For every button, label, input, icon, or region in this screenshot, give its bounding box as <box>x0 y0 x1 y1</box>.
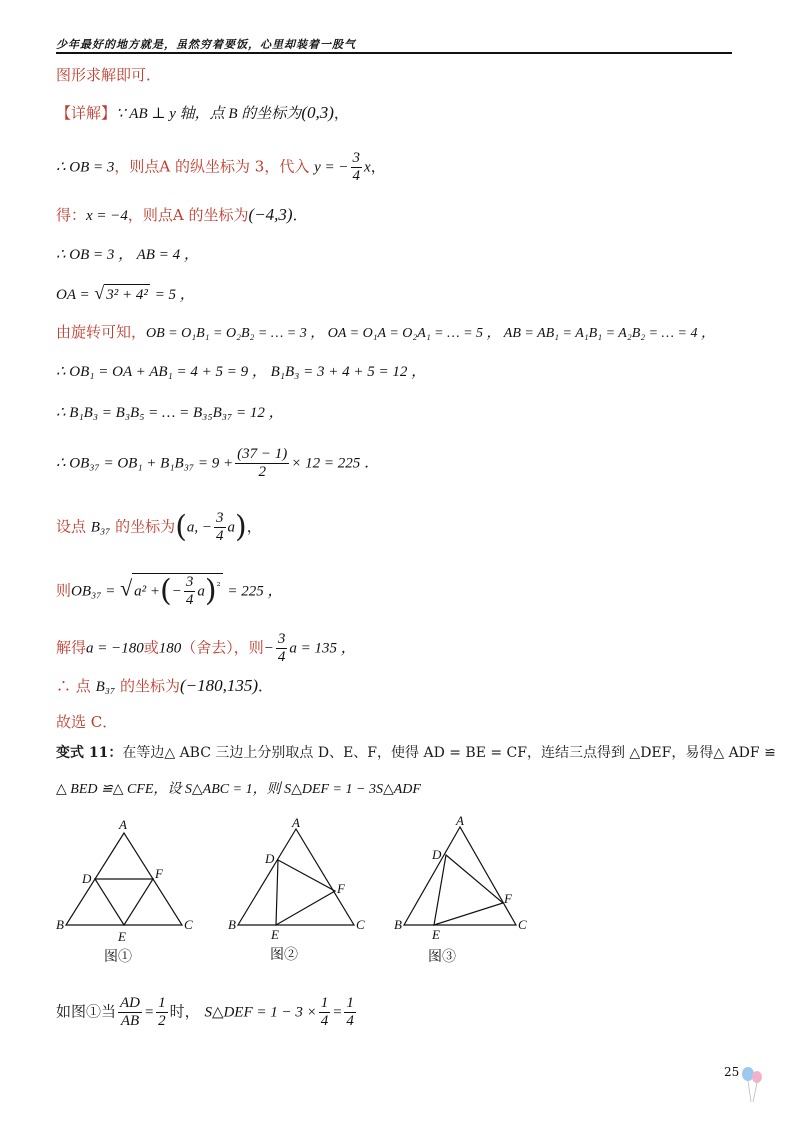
text-line-13 <box>56 631 356 666</box>
text-line-12 <box>56 573 283 609</box>
fig1-label-a: A <box>119 817 127 832</box>
line12-ob: OB₃₇ = <box>71 583 116 600</box>
frac-den: 4 <box>216 528 224 544</box>
frac-num: 1 <box>158 995 166 1011</box>
detail-tag: 【详解】 <box>56 104 117 122</box>
line4-text: ，则点A 的坐标为 <box>127 206 249 224</box>
frac-num: (37 − 1) <box>237 446 288 462</box>
line14-end: ． <box>258 677 274 695</box>
figure-2 <box>238 829 354 925</box>
fig1-label-e: E <box>118 929 126 944</box>
frac-den: 2 <box>158 1013 166 1029</box>
fig3-triangle-abc <box>404 827 516 925</box>
fraction-37 <box>235 446 289 481</box>
line13-a: a = −180 <box>86 640 144 657</box>
text-line-1: 图形求解即可． <box>56 66 162 84</box>
frac-den: 4 <box>346 1013 354 1029</box>
line13-180: 180 <box>158 640 182 657</box>
line4-math: x = −4 <box>86 208 128 224</box>
sqrt-sign: √ <box>94 283 105 303</box>
fraction-3-4 <box>276 631 288 666</box>
figure-3-labels <box>394 815 527 942</box>
text-line-5: ∴ OB = 3 ， AB = 4 ， <box>56 247 199 263</box>
line13-result: a = 135 ， <box>289 640 356 657</box>
text-line-11 <box>56 510 262 545</box>
fig3-label-d: D <box>432 847 442 862</box>
frac-den: AB <box>120 1013 140 1029</box>
right-paren: ) <box>235 509 247 545</box>
text-line-15: 故选 C． <box>56 713 118 731</box>
fig3-label-a: A <box>456 815 464 828</box>
fraction-1-4-result <box>344 995 356 1030</box>
line18-text: 如图①当 <box>56 1002 117 1021</box>
line3-x: x <box>364 159 371 176</box>
frac-num: 3 <box>352 150 361 166</box>
fig1-label-c: C <box>184 917 193 932</box>
figure-3 <box>404 827 516 925</box>
page-header: 少年最好的地方就是，虽然穷着要饭，心里却装着一股气 <box>56 38 356 51</box>
line3-comma: ， <box>370 157 386 176</box>
line6-result: = 5 ， <box>154 287 195 303</box>
line11-text2: 的坐标为 <box>115 517 176 536</box>
text-line-16 <box>56 743 776 763</box>
frac-den: 4 <box>277 649 286 665</box>
line10-result: × 12 = 225 ． <box>291 455 380 472</box>
fig1-label-d: D <box>82 871 92 886</box>
line11-point: B₃₇ <box>90 519 111 536</box>
balloon-icon <box>738 1064 768 1104</box>
line12-result: = 225 ， <box>227 583 283 600</box>
fig3-caption: 图③ <box>428 949 456 965</box>
right-paren: ) <box>204 573 217 609</box>
fig2-label-b: B <box>228 917 236 932</box>
line11-a2: a <box>227 519 236 536</box>
text-line-8: ∴ OB₁ = OA + AB₁ = 4 + 5 = 9 ， B₁B₃ = 3 + 4 + 5 = 12 ， <box>56 364 427 380</box>
line13-text: 解得 <box>56 638 87 657</box>
line12-text: 则 <box>56 581 72 600</box>
sqrt-sign-2: √ <box>120 575 133 601</box>
frac-num: 3 <box>277 631 286 647</box>
figures-svg <box>56 815 556 975</box>
line3-math: ∴ OB = 3 <box>56 159 115 176</box>
balloon-decoration <box>738 1064 768 1104</box>
line11-a: a, − <box>186 519 213 536</box>
line11-comma: ， <box>246 517 262 536</box>
left-paren: ( <box>175 509 187 545</box>
line12-a: a <box>197 583 205 600</box>
triangle-figures <box>56 815 556 975</box>
left-paren: ( <box>160 573 172 609</box>
fig2-caption: 图② <box>270 947 298 963</box>
line14-point: B₃₇ <box>95 679 116 695</box>
fig2-triangle-abc <box>238 829 354 925</box>
point-a-coord: (−4,3) <box>248 205 293 224</box>
text-line-17: △ BED ≌△ CFE，设 S△ABC = 1，则 S△DEF = 1 − 3S△ADF <box>56 782 421 797</box>
sqrt-content: 3² + 4² <box>104 284 150 305</box>
text-line-14 <box>56 676 273 697</box>
line14-coord: (−180,135) <box>179 676 258 695</box>
line3-eq: y = − <box>314 159 349 176</box>
frac-den: 2 <box>258 464 266 480</box>
fraction-ad-ab <box>118 995 142 1030</box>
line13-minus: − <box>263 640 274 657</box>
text-line-7 <box>56 322 715 344</box>
frac-num: AD <box>120 995 141 1011</box>
frac-num: 3 <box>185 574 194 590</box>
text-line-10 <box>56 446 379 481</box>
line14-text2: 的坐标为 <box>119 677 180 695</box>
fig2-label-e: E <box>271 927 279 942</box>
line6-oa: OA = <box>56 287 90 303</box>
frac-den: 4 <box>352 168 361 184</box>
fig3-label-b: B <box>394 917 402 932</box>
square-sup: ² <box>216 581 221 593</box>
fig2-triangle-def <box>276 860 335 925</box>
line2-comma: ， <box>333 104 349 122</box>
page-number: 25 <box>724 1065 740 1079</box>
fraction-3-4 <box>214 510 226 545</box>
header-rule <box>56 52 732 54</box>
sqrt-box <box>132 573 222 609</box>
line12-minus: − <box>171 583 182 600</box>
text-line-4 <box>56 205 308 226</box>
fig2-label-f: F <box>337 881 345 896</box>
frac-den: 4 <box>320 1013 329 1029</box>
variant-label: 变式 11： <box>56 745 123 761</box>
line10-math: ∴ OB₃₇ = OB₁ + B₁B₃₇ = 9 + <box>56 455 234 472</box>
frac-den: 4 <box>185 592 194 608</box>
text-line-3 <box>56 150 386 185</box>
figure-2-labels <box>228 815 365 942</box>
line12-a2: a² + <box>134 583 161 600</box>
line4-end: ． <box>292 206 308 224</box>
line13-or: 或 <box>143 638 159 657</box>
frac-num: 1 <box>346 995 354 1011</box>
line18-eq: = <box>144 1004 155 1021</box>
line7-math: OB = O₁B₁ = O₂B₂ = … = 3 ， OA = O₁A = O₂A₁ = … = 5 ， AB = AB₁ = A₁B₁ = A₂B₂ = … = 4 ， <box>146 326 715 341</box>
fig2-label-d: D <box>265 851 275 866</box>
fraction-3-4 <box>184 574 196 609</box>
fraction-1-2 <box>156 995 168 1030</box>
fig1-caption: 图① <box>104 949 132 965</box>
fig3-label-f: F <box>504 891 512 906</box>
fig2-label-c: C <box>356 917 365 932</box>
line18-area: S△DEF = 1 − 3 × <box>204 1004 317 1021</box>
line2-math: ∵ AB ⊥ y 轴，点 B 的坐标为 <box>116 106 302 122</box>
fig1-label-b: B <box>56 917 64 932</box>
line11-text: 设点 <box>56 517 87 536</box>
text-line-18 <box>56 995 358 1030</box>
line3-text: ，则点A 的纵坐标为 3，代入 <box>114 157 310 176</box>
line18-when: 时， <box>169 1002 200 1021</box>
fig3-triangle-def <box>434 855 503 925</box>
frac-num: 1 <box>320 995 329 1011</box>
line4-de: 得： <box>56 206 87 224</box>
fraction-1-4 <box>319 995 331 1030</box>
line14-text: ∴ 点 <box>56 677 91 695</box>
fig2-label-a: A <box>292 815 300 830</box>
fig1-triangle-def <box>95 879 153 925</box>
frac-num: 3 <box>216 510 224 526</box>
text-line-9: ∴ B₁B₃ = B₃B₅ = … = B₃₅B₃₇ = 12 ， <box>56 405 284 421</box>
point-b-coord: (0,3) <box>301 103 334 122</box>
line7-text: 由旋转可知， <box>56 323 147 341</box>
line13-text2: （舍去），则 <box>181 638 264 657</box>
text-line-6 <box>56 283 195 305</box>
variant-text: 在等边△ ABC 三边上分别取点 D、E、F，使得 AD = BE = CF，连结三点得到 △DEF，易得△ ADF ≌ <box>122 745 776 761</box>
line18-eq2: = <box>332 1004 343 1021</box>
fig3-label-c: C <box>518 917 527 932</box>
fig3-label-e: E <box>432 927 440 942</box>
fig1-label-f: F <box>155 866 163 881</box>
text-line-2 <box>56 103 349 124</box>
fraction-3-4 <box>351 150 363 185</box>
